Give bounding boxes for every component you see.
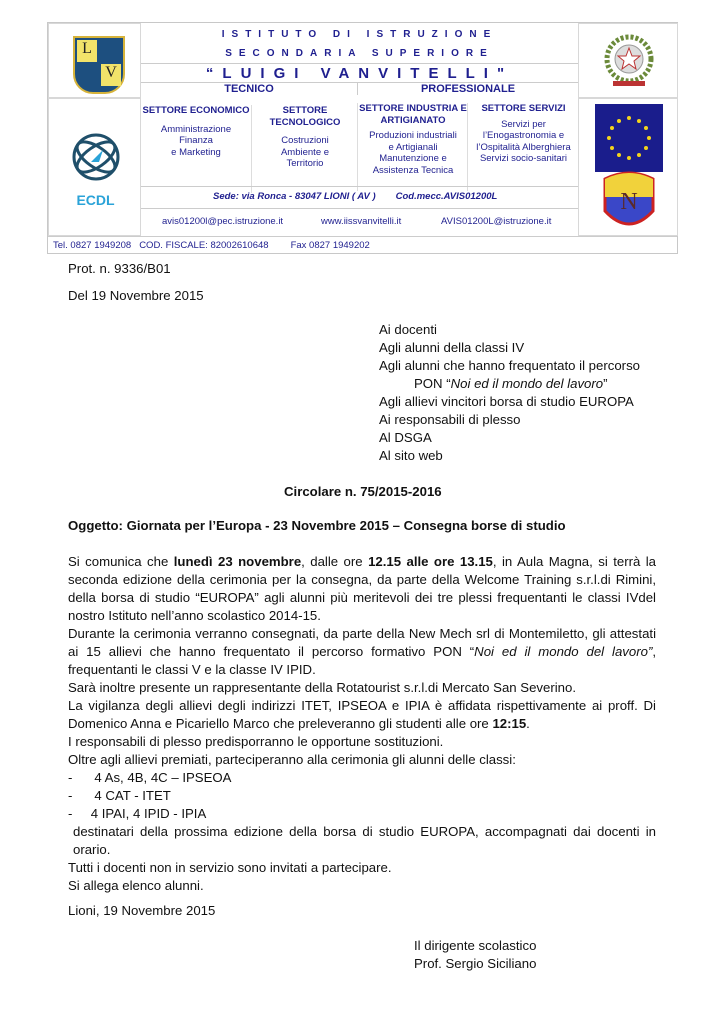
text: 4 As, 4B, 4C – IPSEOA: [94, 770, 232, 785]
recipient: Al sito web: [379, 448, 443, 463]
pec-email-link[interactable]: avis01200l@pec.istruzione.it: [162, 216, 284, 227]
text: Noi ed il mondo del lavoro”: [474, 644, 653, 659]
footer-row: [48, 236, 677, 255]
subject: Oggetto: Giornata per l’Europa - 23 Novembre 2015 – Consegna borse di studio: [68, 518, 566, 533]
recipient: Agli allievi vincitori borsa di studio EUROPA: [379, 394, 634, 409]
fax: Fax 0827 1949202: [290, 240, 370, 251]
sector-title: SETTORE TECNOLOGICO: [269, 105, 341, 128]
text: , in Aula Magna, si terrà la seconda edizione della cerimonia per la consegna, da parte della Welcome Training s.r.l.di Rimini, della borsa di studio “EUROPA” agli alunni più meritevoli dei tre plessi frequentanti le classi IVdel nostro Istituto nell’anno scolastico 2014-15.: [68, 554, 657, 623]
flags-cell: [578, 98, 678, 236]
sede-row: [141, 186, 578, 209]
text: 12.15 alle ore 13.15: [368, 554, 493, 569]
sector-line: Amministrazione: [160, 123, 232, 135]
text: lunedì 23 novembre: [173, 554, 302, 569]
sector-line: Assistenza Tecnica: [372, 164, 454, 176]
institute-line-1: ISTITUTO DI ISTRUZIONE: [221, 29, 498, 40]
sector-servizi: [467, 103, 579, 191]
text: .: [526, 716, 530, 731]
text: 4 CAT - ITET: [94, 788, 171, 803]
sector-line: Ambiente e: [280, 146, 330, 158]
signatory-role: Il dirigente scolastico: [414, 938, 537, 953]
sector-title: SETTORE INDUSTRIA E ARTIGIANATO: [359, 103, 467, 126]
circular-number: Circolare n. 75/2015-2016: [284, 484, 442, 499]
sector-line: Servizi per: [501, 118, 546, 130]
recipients: [379, 321, 640, 465]
pon-prefix: PON “: [414, 376, 451, 391]
class-list-item: - 4 As, 4B, 4C – IPSEOA: [68, 770, 232, 785]
protocol-number: Prot. n. 9336/B01: [68, 261, 171, 276]
crest-letter-l: L: [77, 40, 97, 62]
paragraph-6: Oltre agli allievi premiati, parteciperanno alla cerimonia gli alunni delle classi:: [68, 752, 516, 767]
italian-republic-emblem-icon: [599, 31, 659, 91]
sector-line: Manutenzione e: [379, 153, 447, 164]
paragraph-9: Si allega elenco alunni.: [68, 878, 204, 893]
recipient: Ai docenti: [379, 322, 437, 337]
text: Durante la cerimonia verranno consegnati, da parte della New Mech srl di Montemiletto, gli attestati ai 15 allievi che hanno frequentato il percorso formativo PON “: [68, 626, 656, 659]
sector-title: SETTORE ECONOMICO: [142, 105, 250, 116]
class-list-item: - 4 CAT - ITET: [68, 788, 171, 803]
emblem-cell: [578, 23, 678, 98]
recipient: Al DSGA: [379, 430, 432, 445]
text: 4 IPAI, 4 IPID - IPIA: [90, 806, 207, 821]
ecdl-label: ECDL: [76, 192, 115, 208]
paragraph-8: Tutti i docenti non in servizio sono invitati a partecipare.: [68, 860, 392, 875]
sector-economico: [141, 105, 251, 193]
recipient-pon: [379, 375, 640, 393]
paragraph-1: [68, 553, 656, 625]
paragraph-2: [68, 625, 656, 679]
text: Si comunica che: [68, 554, 174, 569]
eu-flag-icon: [595, 104, 663, 172]
sector-line: Produzioni industriali: [369, 130, 457, 141]
tecnico-label: TECNICO: [141, 82, 358, 95]
school-badge-icon: [601, 171, 657, 237]
email-link[interactable]: AVIS01200L@istruzione.it: [441, 216, 552, 227]
svg-text:N: N: [620, 189, 638, 215]
text: La vigilanza degli allievi degli indirizzi ITET, IPSEOA e IPIA è affidata rispettivamente ai proff. Di Domenico Anna e Picariello Marco che preleveranno gli studenti alle ore: [68, 698, 656, 731]
class-list-item: - 4 IPAI, 4 IPID - IPIA: [68, 806, 207, 821]
ecdl-cell: [48, 98, 141, 236]
recipient: Ai responsabili di plesso: [379, 412, 521, 427]
sector-line: l’Enogastronomia e: [482, 130, 565, 141]
school-crest-logo: [73, 36, 125, 94]
pon-title: Noi ed il mondo del lavoro: [450, 376, 604, 391]
paragraph-7: destinatari della prossima edizione della borsa di studio EUROPA, accompagnati dai docenti in orario.: [73, 824, 656, 857]
fiscal-code: COD. FISCALE: 82002610648: [139, 240, 269, 251]
logo-cell: [48, 23, 141, 98]
text: 12:15: [492, 716, 527, 731]
school-name: “LUIGI VANVITELLI": [141, 63, 578, 82]
recipient: Agli alunni della classi IV: [379, 340, 525, 355]
place-date: Lioni, 19 Novembre 2015: [68, 903, 216, 918]
telephone: Tel. 0827 1949208: [53, 240, 132, 251]
paragraph-3: Sarà inoltre presente un rappresentante della Rotatourist s.r.l.di Mercato San Severino.: [68, 680, 577, 695]
sector-line: e Artigianali: [388, 141, 438, 153]
sede-address: Sede: via Ronca - 83047 LIONI ( AV ): [213, 191, 376, 202]
contacts-row: [141, 207, 578, 236]
letterhead: [47, 22, 678, 254]
cod-mecc: Cod.mecc.AVIS01200L: [395, 191, 498, 202]
text: , frequentanti le classi V e la classe IV IPID.: [68, 644, 657, 677]
letter-body: [68, 553, 656, 895]
paragraph-4: [68, 697, 656, 733]
sector-title: SETTORE SERVIZI: [481, 103, 566, 114]
recipient: Agli alunni che hanno frequentato il percorso: [379, 358, 640, 373]
sector-line: Territorio: [286, 158, 324, 169]
document-date: Del 19 Novembre 2015: [68, 288, 204, 303]
sector-tecnologico: [251, 105, 358, 193]
sector-line: l’Ospitalità Alberghiera: [476, 141, 571, 153]
paragraph-5: I responsabili di plesso predisporranno le opportune sostituzioni.: [68, 734, 444, 749]
ecdl-globe-icon: [71, 132, 121, 182]
professionale-label: PROFESSIONALE: [358, 82, 578, 95]
crest-letter-v: V: [101, 64, 121, 86]
text: , dalle ore: [301, 554, 369, 569]
sector-line: Costruzioni: [281, 135, 329, 146]
sector-industria: [357, 103, 468, 191]
sector-line: e Marketing: [171, 146, 221, 158]
signatory-name: Prof. Sergio Siciliano: [414, 956, 537, 971]
sector-line: Finanza: [179, 135, 213, 146]
sector-line: Servizi socio-sanitari: [479, 153, 568, 164]
institute-line-2: SECONDARIA SUPERIORE: [225, 48, 494, 59]
website-link[interactable]: www.iissvanvitelli.it: [321, 216, 402, 227]
pon-suffix: ”: [603, 376, 608, 391]
